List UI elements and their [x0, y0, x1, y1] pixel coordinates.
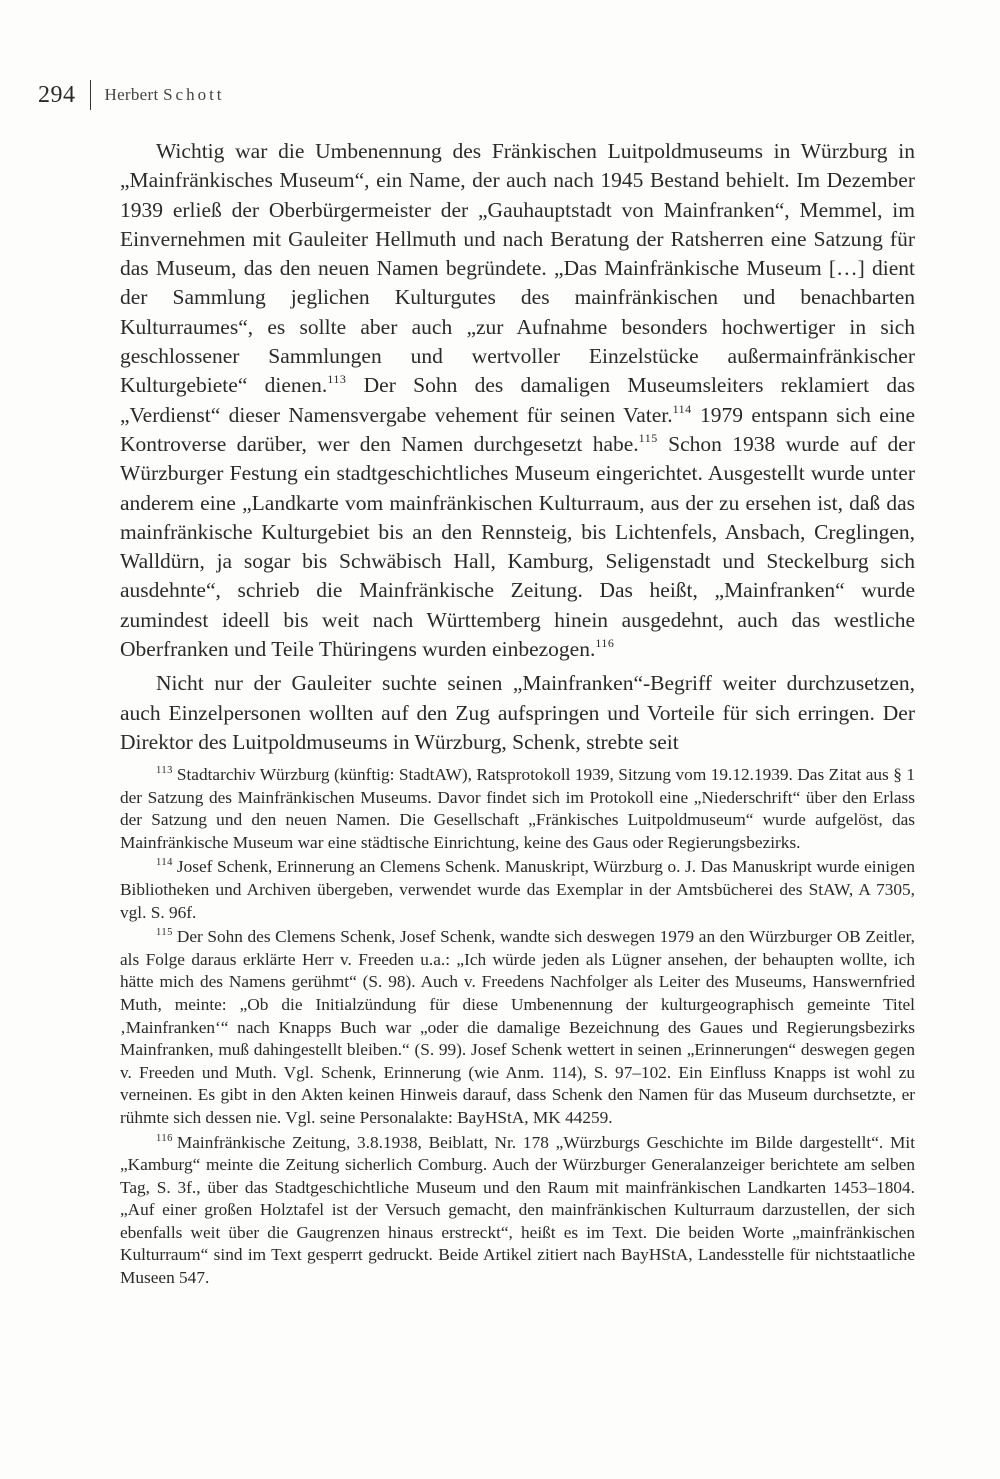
body-paragraph	[120, 137, 915, 664]
footnote-number: 113	[156, 765, 173, 776]
footnote	[120, 1132, 915, 1290]
footnote-text: Der Sohn des Clemens Schenk, Josef Schenk, wandte sich deswegen 1979 an den Würzburger OB Zeitler, als Folge daraus erklärte Herr v. Freeden u.a.: „Ich würde jeden als Lügner ansehen, der behaupten wollte, ich hätte mich des Namens gerühmt“ (S. 98). Auch v. Freedens Nachfolger als Leiter des Museums, Hanswernfried Muth, meinte: „Ob die Initialzündung für diese Umbenennung der kulturgeographisch gemeinte Titel ‚Mainfranken‘“ nach Knapps Buch war „oder die damalige Bezeichnung des Gaues und Regierungsbezirks Mainfranken, muß dahingestellt bleiben.“ (S. 99). Josef Schenk wettert in seinen „Erinnerungen“ deswegen gegen v. Freeden und Muth. Vgl. Schenk, Erinnerung (wie Anm. 114), S. 97–102. Ein Einfluss Knapps ist wohl zu verneinen. Es gibt in den Akten keinen Hinweis darauf, dass Schenk den Namen für das Museum durchsetzte, er rühmte sich dessen nie. Vgl. seine Personalakte: BayHStA, MK 44259.	[120, 927, 915, 1127]
body-text-segment: Schon 1938 wurde auf der Würzburger Festung ein stadtgeschichtliches Museum eingerichtet. Ausgestellt wurde unter anderem eine „Landkarte vom mainfränkischen Kulturraum, aus der zu ersehen ist, daß das mainfränkische Kulturgebiet bis an den Rennsteig, bis Lichtenfels, Ansbach, Creglingen, Walldürn, ja sogar bis Schwäbisch Hall, Kamburg, Seligenstadt und Steckelburg sich ausdehnte“, schrieb die Mainfränkische Zeitung. Das heißt, „Mainfranken“ wurde zumindest ideell bis weit nach Württemberg hinein ausgedehnt, auch das westliche Oberfranken und Teile Thüringens wurden einbezogen.	[120, 431, 916, 662]
main-text	[120, 137, 915, 757]
footnote-reference: 114	[672, 401, 692, 416]
footnote-reference: 113	[327, 372, 347, 387]
footnote-number: 114	[156, 857, 173, 869]
body-text-segment: Der Sohn des damaligen Museumsleiters reklamiert das „Verdienst“ dieser Namensvergabe vehement für seinen Vater.	[120, 373, 916, 427]
footnote	[120, 856, 915, 924]
footnote-number: 116	[156, 1132, 173, 1144]
page-number: 294	[38, 81, 76, 108]
footnote-text: Mainfränkische Zeitung, 3.8.1938, Beiblatt, Nr. 178 „Würzburgs Geschichte im Bilde dargestellt“. Mit „Kamburg“ meinte die Zeitung sicherlich Comburg. Auch der Würzburger Generalanzeiger berichtete am selben Tag, S. 3f., über das Stadtgeschichtliche Museum und den Raum mit mainfränkischen Landkarten 1453–1804. „Auf einer großen Holztafel ist der Versuch gemacht, den mainfränkischen Kulturraum darzustellen, der sich ebenfalls weit über die Gaugrenzen hinaus erstreckt“, heißt es im Text. Die beiden Worte „mainfränkischen Kulturraum“ sind im Text gesperrt gedruckt. Beide Artikel zitiert nach BayHStA, Landesstelle für nichtstaatliche Museen 547.	[120, 1132, 915, 1288]
footnote-number: 115	[156, 927, 173, 939]
footnotes	[120, 764, 915, 1292]
header-divider	[90, 80, 91, 110]
footnote-text: Stadtarchiv Würzburg (künftig: StadtAW), Ratsprotokoll 1939, Sitzung vom 19.12.1939. Das Zitat aus § 1 der Satzung des Mainfränkischen Museums. Davor findet sich im Protokoll eine „Niederschrift“ über den Erlass der Satzung und den neuen Namen. Die Gesellschaft „Fränkisches Luitpoldmuseum“ wurde aufgelöst, das Mainfränkische Museum war eine städtische Einrichtung, keine des Gaus oder Regierungsbezirks.	[120, 765, 915, 852]
body-paragraph	[120, 669, 915, 757]
footnote-reference: 116	[595, 636, 615, 651]
footnote	[120, 764, 915, 854]
author-first-name: Herbert	[104, 85, 159, 104]
body-text-segment: Wichtig war die Umbenennung des Fränkischen Luitpoldmuseums in Würzburg in „Mainfränkisches Museum“, ein Name, der auch nach 1945 Bestand behielt. Im Dezember 1939 erließ der Oberbürgermeister der „Gauhauptstadt von Mainfranken“, Memmel, im Einvernehmen mit Gauleiter Hellmuth und nach Beratung der Ratsherren eine Satzung für das Museum, das den neuen Namen begründete. „Das Mainfränkische Museum […] dient der Sammlung jeglichen Kulturgutes des mainfränkischen und benachbarten Kulturraumes“, es sollte aber auch „zur Aufnahme besonders hochwertiger in sich geschlossener Sammlungen und wertvoller Einzelstücke außermainfränkischer Kulturgebiete“ dienen.	[120, 139, 915, 398]
footnote-text: Josef Schenk, Erinnerung an Clemens Schenk. Manuskript, Würzburg o. J. Das Manuskript wurde einigen Bibliotheken und Archiven übergeben, verwendet wurde das Exemplar in der Amtsbücherei des StAW, A 7305, vgl. S. 96f.	[120, 857, 915, 922]
footnote-reference: 115	[638, 430, 658, 445]
running-author	[105, 85, 225, 105]
author-last-name: Schott	[163, 85, 225, 104]
footnote	[120, 926, 915, 1129]
body-text-segment: 1979 entspann sich eine Kontroverse darüber, wer den Namen durchgesetzt habe.	[120, 402, 915, 456]
running-head	[38, 78, 225, 112]
body-text-segment: Nicht nur der Gauleiter suchte seinen „Mainfranken“-Begriff weiter durchzusetzen, auch Einzelpersonen wollten auf den Zug aufspringen und Vorteile für sich erringen. Der Direktor des Luitpoldmuseums in Würzburg, Schenk, strebte seit	[120, 671, 915, 754]
